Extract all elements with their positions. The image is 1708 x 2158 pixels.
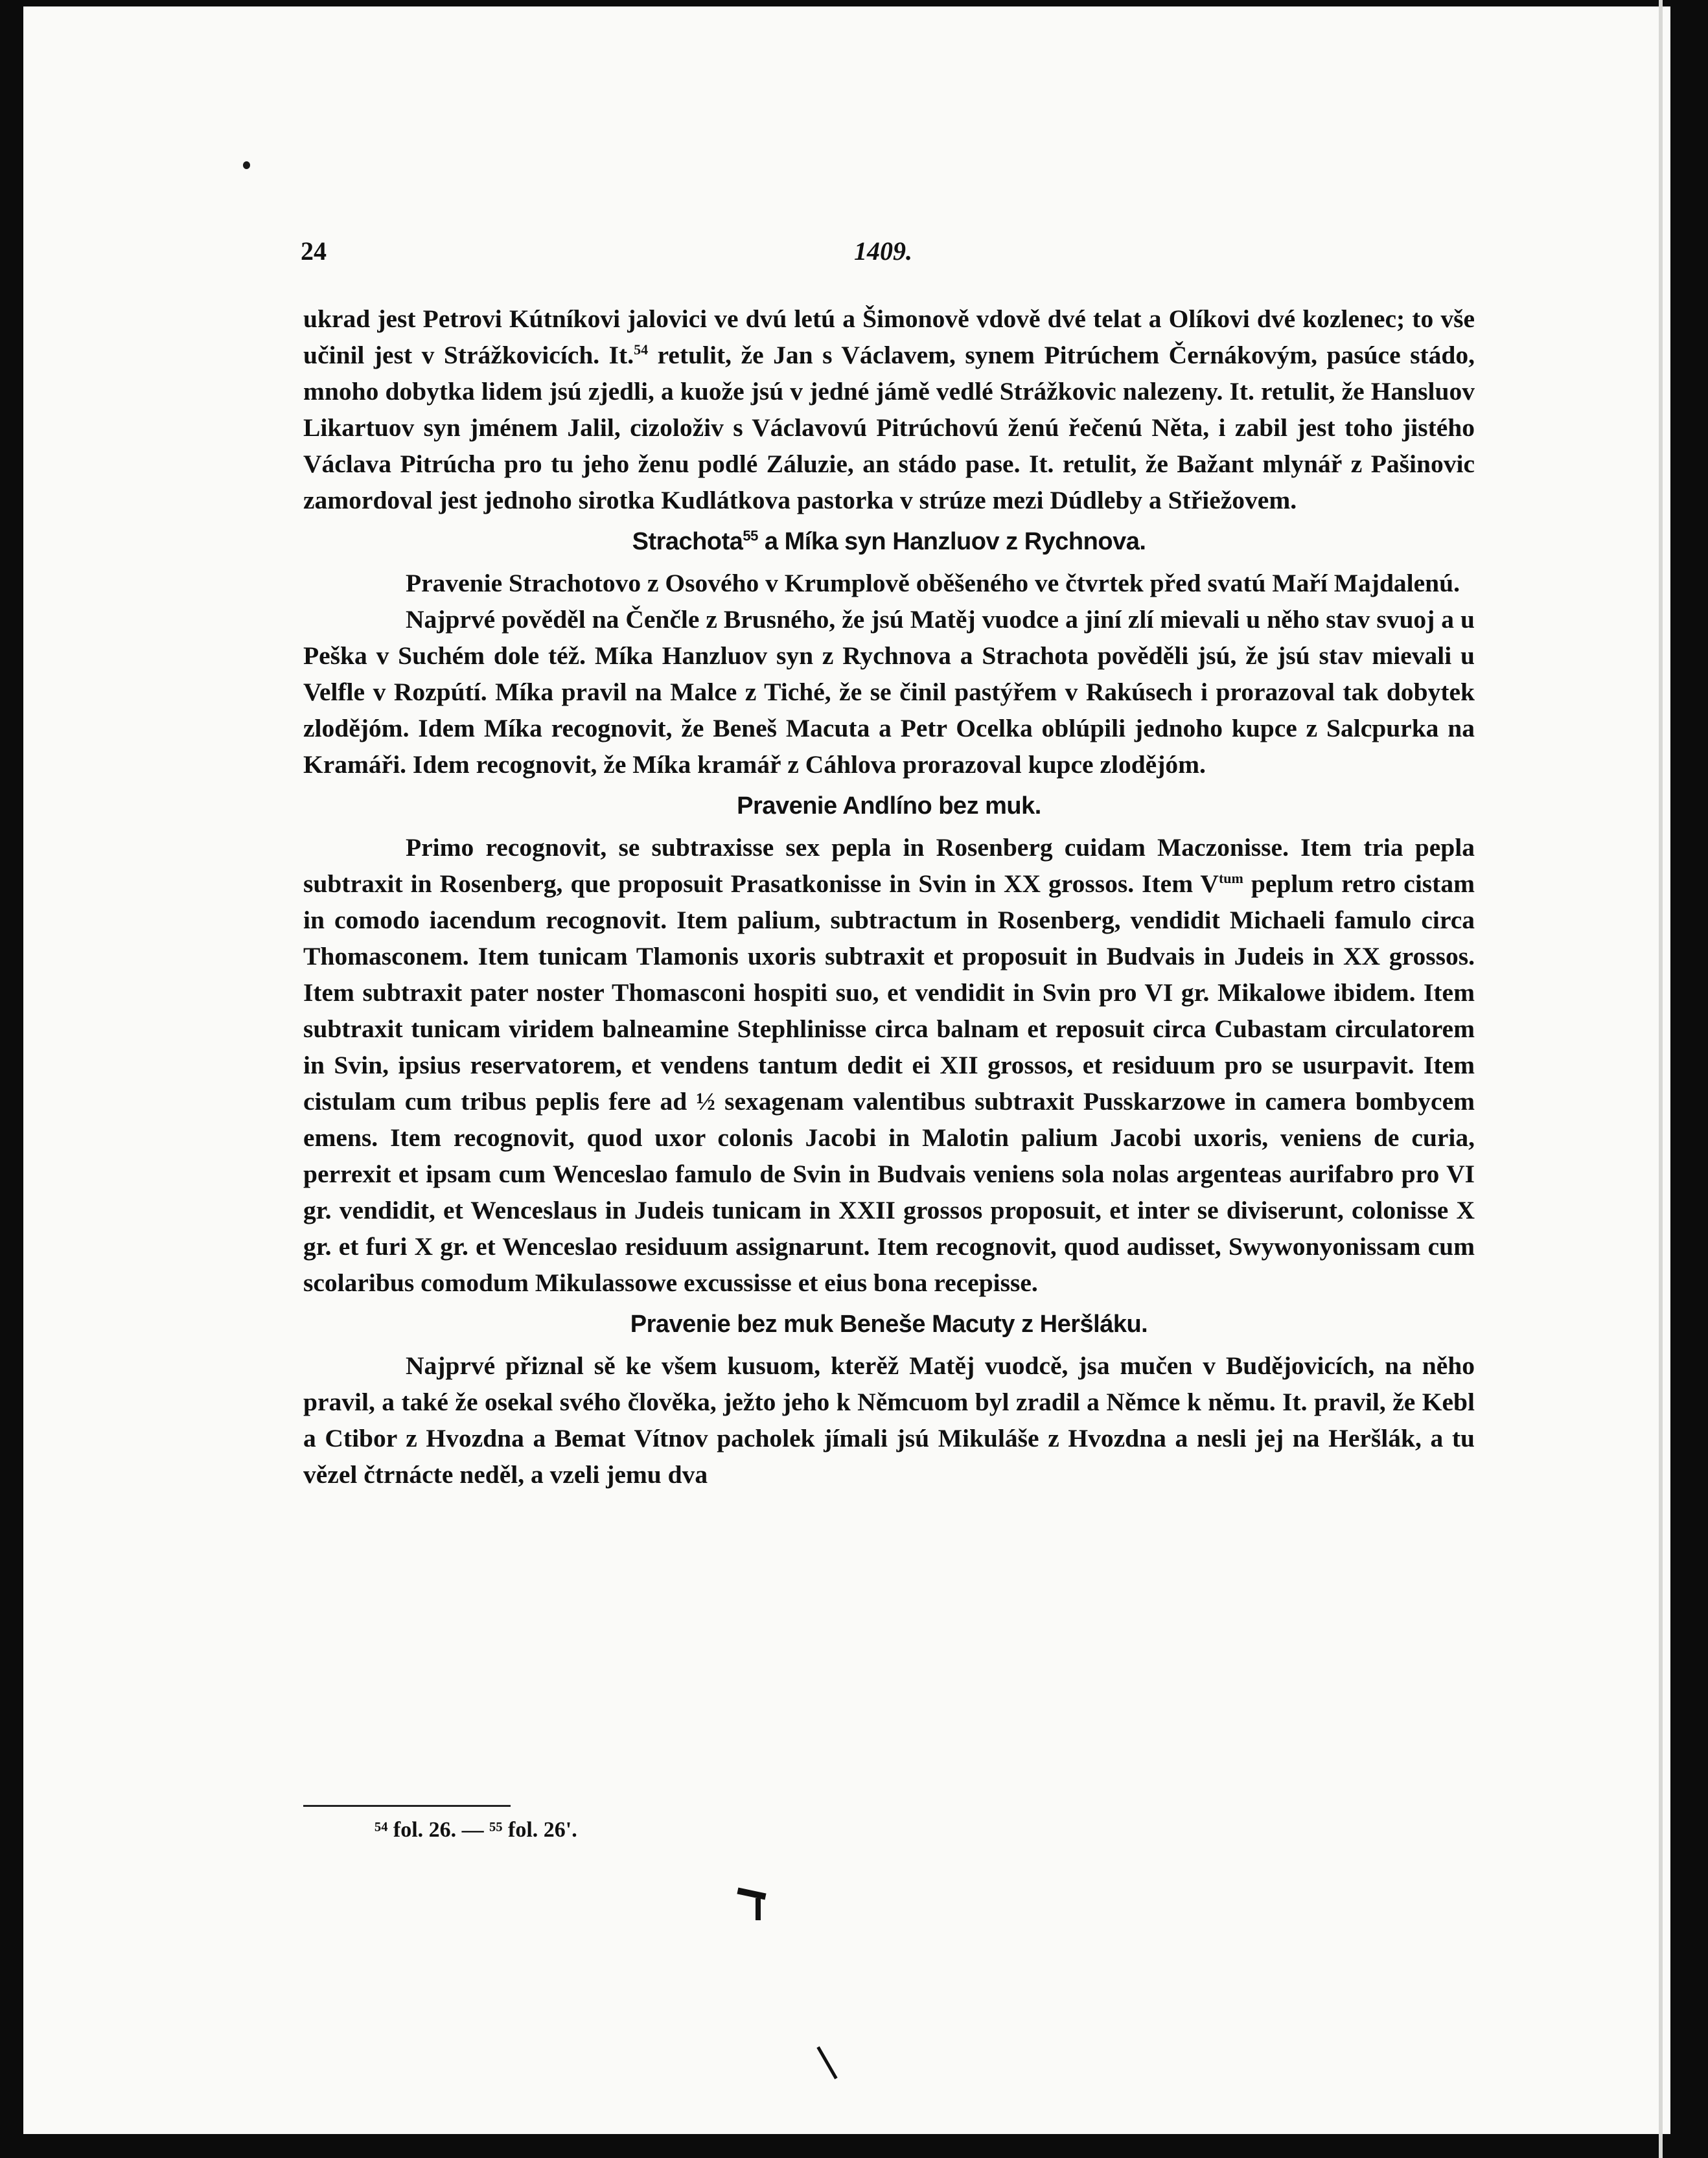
page-edge xyxy=(1659,0,1663,2158)
footnote-ref-54: 54 xyxy=(634,341,649,358)
section-heading-macuta: Pravenie bez muk Beneše Macuty z Heršláku. xyxy=(630,1311,1148,1338)
paragraph-3: Najprvé pověděl na Čenčle z Brusného, že jsú Matěj vuodce a jiní zlí mievali u něho stav svuoj a u Peška v Suchém dole též. Míka Hanzluov syn z Rychnova a Strachota pověděli jsú, že jsú stav mievali u Velfle v Rozpútí. Míka pravil na Malce z Tiché, že se činil pastýřem v Rakúsech i prorazoval tak dobytek zlodějóm. Idem Míka recognovit, že Beneš Macuta a Petr Ocelka oblúpili jednoho kupce z Salcpurka na Kramáři. Idem recognovit, že Míka kramář z Cáhlova prorazoval kupce zlodějóm. xyxy=(303,605,1475,779)
footnote-rule xyxy=(303,1805,511,1807)
superscript-tum: tum xyxy=(1218,869,1243,886)
running-header xyxy=(277,236,1495,268)
page-year-heading: 1409. xyxy=(854,236,912,266)
body-text xyxy=(303,301,1475,1493)
scanned-page xyxy=(23,6,1679,2134)
paragraph-4: Primo recognovit, se subtraxisse sex pepla in Rosenberg cuidam Maczonisse. Item tria pepla subtraxit in Rosenberg, que proposuit Prasatkonisse in Svin in XX grossos. Item $V^{tum}$ peplum retro cistam in comodo iacendum recognovit. Item palium, subtractum in Rosenberg, vendidit Michaeli famulo circa Thomasconem. Item tunicam Tlamonis uxoris subtraxit et proposuit in Budvais in Judeis in XX grossos. Item subtraxit pater noster Thomasconi hospiti suo, et vendidit in Svin pro VI gr. Mikalowe ibidem. Item subtraxit tunicam viridem balneamine Stephlinisse circa balnam et reposuit circa Cubastam circulatorem in Svin, ipsius reservatorem, et vendens tantum dedit ei XII grossos, et residuum pro se usurpavit. Item cistulam cum tribus peplis fere ad ½ sexagenam valentibus subtraxit Pusskarzowe in camera bombycem emens. Item recognovit, quod uxor colonis Jacobi in Malotin palium Jacobi uxoris, veniens de curia, perrexit et ipsam cum Wenceslao famulo de Svin in Budvais veniens sola nolas argenteas aurifabro pro VI gr. vendidit, et Wenceslaus in Judeis tunicam in XXII grossos proposuit, et inter se diviserunt, colonisse X gr. et furi X gr. et Wenceslao residuum assignarunt. Item recognovit, quod audisset, Swywonyonissam cum scolaribus comodum Mikulassowe excussisse et eius bona recepisse. xyxy=(303,833,1475,1297)
paragraph-1: ukrad jest Petrovi Kútníkovi jalovici ve dvú letú a Šimonově vdově dvé telat a Olíkovi dvé kozlenec; to vše učinil jest v Strážkovicích. It.$^{54}$ retulit, že Jan s Václavem, synem Pitrúchem Černákovým, pasúce stádo, mnoho dobytka lidem jsú zjedli, a kuože jsú v jedné jámě vedlé Strážkovic nalezeny. It. retulit, že Hansluov Likartuov syn jménem Jalil, cizoloživ s Václavovú Pitrúchovú ženú řečenú Něta, i zabil jest toho jistého Václava Pitrúcha pro tu jeho ženu podlé Záluzie, an stádo pase. It. retulit, že Bažant mlynář z Pašinovic zamordoval jest jednoho sirotka Kudlátkova pastorka v strúze mezi Dúdleby a Střiežovem. xyxy=(303,304,1475,514)
paragraph-5: Najprvé přiznal sě ke všem kusuom, kterěž Matěj vuodcě, jsa mučen v Budějovicích, na něho pravil, a také že osekal svého člověka, ježto jeho k Němcuom byl zradil a Němce k němu. It. pravil, že Kebl a Ctibor z Hvozdna a Bemat Vítnov pacholek jímali jsú Mikuláše z Hvozdna a nesli jej na Heršlák, a tu vězel čtrnácte neděl, a vzeli jemu dva xyxy=(303,1351,1475,1489)
ink-dot xyxy=(243,161,250,169)
ink-mark xyxy=(816,2047,837,2080)
footnote-ref-55: 55 xyxy=(743,527,758,544)
footnotes: ⁵⁴ fol. 26. — ⁵⁵ fol. 26'. xyxy=(375,1818,577,1842)
paragraph-2: Pravenie Strachotovo z Osového v Krumplově oběšeného ve čtvrtek před svatú Maří Majdalenú. xyxy=(406,569,1460,597)
ink-mark xyxy=(737,1888,766,1900)
section-heading-strachota: Strachota$^{55}$ a Míka syn Hanzluov z Rychnova. xyxy=(632,527,1146,555)
ink-mark xyxy=(756,1898,761,1920)
page-number: 24 xyxy=(301,236,327,266)
section-heading-andlino: Pravenie Andlíno bez muk. xyxy=(737,792,1041,820)
